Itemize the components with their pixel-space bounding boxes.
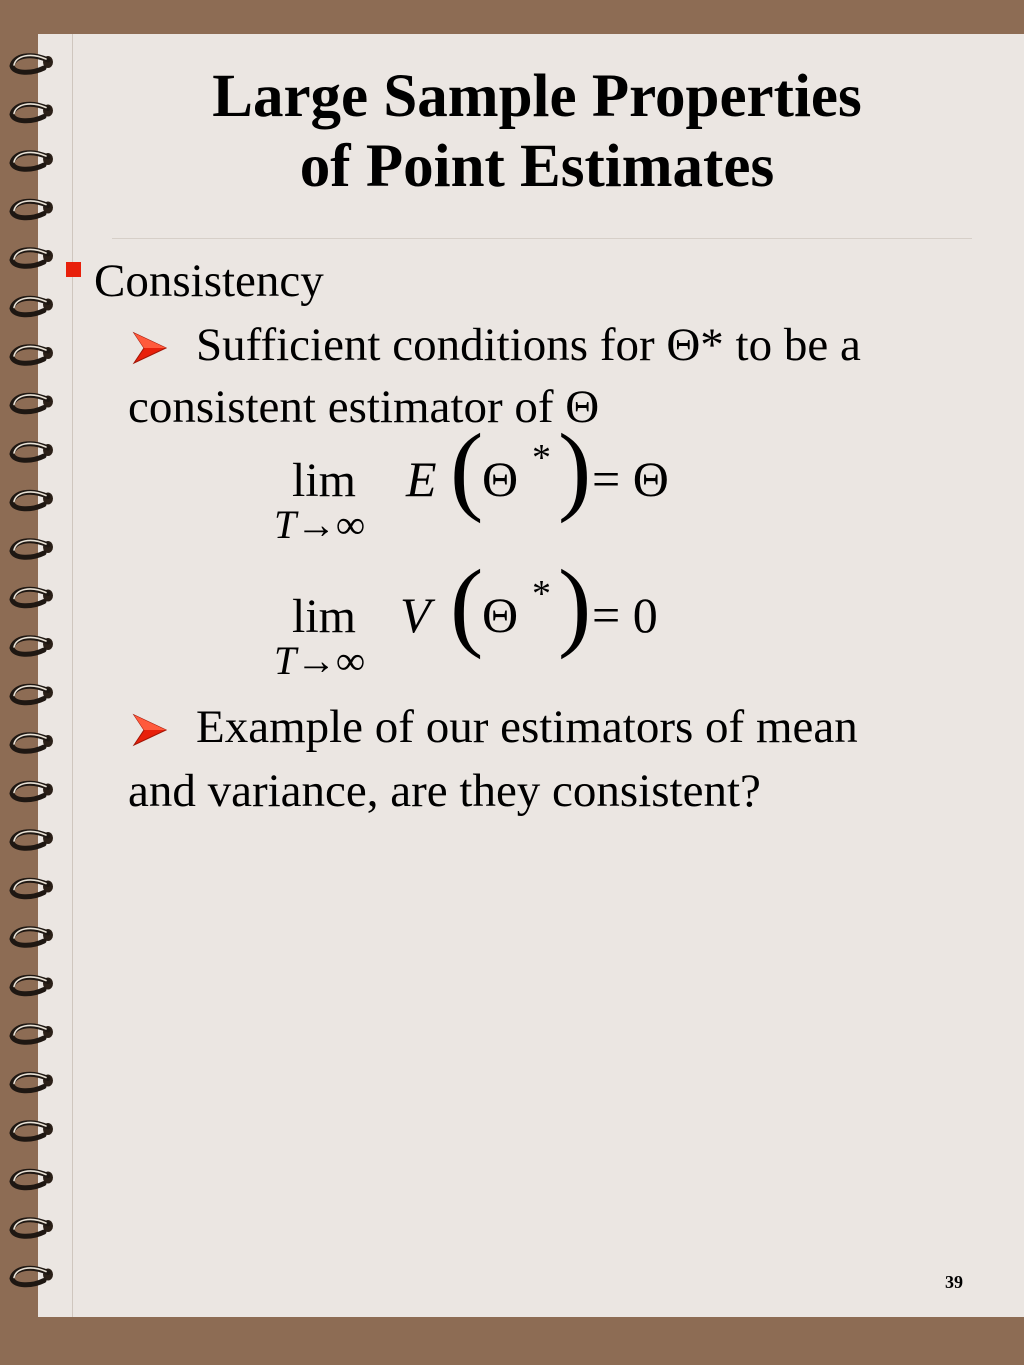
spiral-ring-icon [12, 201, 53, 218]
eq2-argument: Θ [482, 587, 519, 643]
spiral-ring-icon [12, 783, 53, 800]
spiral-ring-icon [12, 1122, 53, 1139]
spiral-ring-icon [12, 1074, 53, 1091]
equation-expectation [270, 430, 730, 560]
equation-variance [270, 566, 730, 696]
page-number: 39 [945, 1272, 963, 1292]
eq2-lim: lim [292, 590, 357, 643]
eq2-subscript: T→∞ [274, 638, 365, 683]
spiral-ring-icon [12, 443, 53, 460]
spiral-ring-icon [12, 492, 53, 509]
spiral-ring-icon [12, 1268, 53, 1285]
eq1-right-paren: ) [558, 430, 592, 524]
spiral-ring-icon [12, 298, 53, 315]
spiral-ring-icon [12, 880, 53, 897]
spiral-ring-icon [12, 1219, 53, 1236]
spiral-ring-icon [12, 831, 53, 848]
sub-bullet-1-line-2: consistent estimator of Θ [128, 381, 600, 433]
spiral-binding [0, 34, 70, 1317]
spiral-ring-icon [12, 395, 53, 412]
title-line-1: Large Sample Properties [212, 63, 862, 130]
spiral-ring-icon [12, 637, 53, 654]
sub-bullet-1-line-1: Sufficient conditions for Θ* to be a [196, 319, 861, 371]
slide-title [74, 62, 1000, 202]
arrowhead-bullet-icon [132, 330, 168, 366]
eq2-star: * [532, 573, 551, 615]
bullet-consistency: Consistency [94, 255, 324, 307]
spiral-ring-icon [12, 734, 53, 751]
arrowhead-bullet-icon [132, 712, 168, 748]
spiral-ring-icon [12, 686, 53, 703]
spiral-ring-icon [12, 346, 53, 363]
spiral-ring-icon [12, 977, 53, 994]
eq1-star: * [532, 437, 551, 479]
eq2-function: V [400, 587, 431, 643]
sub-bullet-2-line-2: and variance, are they consistent? [128, 765, 761, 817]
eq2-rhs: = 0 [592, 587, 658, 643]
eq1-left-paren: ( [450, 430, 484, 524]
eq2-left-paren: ( [450, 566, 484, 660]
spiral-ring-icon [12, 1025, 53, 1042]
eq1-subscript: T→∞ [274, 502, 365, 547]
spiral-ring-icon [12, 540, 53, 557]
spiral-ring-icon [12, 152, 53, 169]
spiral-ring-icon [12, 1171, 53, 1188]
eq1-function: E [406, 451, 437, 507]
sub-bullet-2-line-1: Example of our estimators of mean [196, 701, 858, 753]
eq1-argument: Θ [482, 451, 519, 507]
title-divider [112, 238, 972, 239]
eq1-rhs: = Θ [592, 451, 669, 507]
eq1-lim: lim [292, 454, 357, 507]
square-bullet-icon [66, 262, 81, 277]
eq2-right-paren: ) [558, 566, 592, 660]
spiral-ring-icon [12, 55, 53, 72]
spiral-ring-icon [12, 589, 53, 606]
spiral-ring-icon [12, 104, 53, 121]
spiral-ring-icon [12, 928, 53, 945]
title-line-2: of Point Estimates [299, 133, 775, 200]
spiral-ring-icon [12, 249, 53, 266]
